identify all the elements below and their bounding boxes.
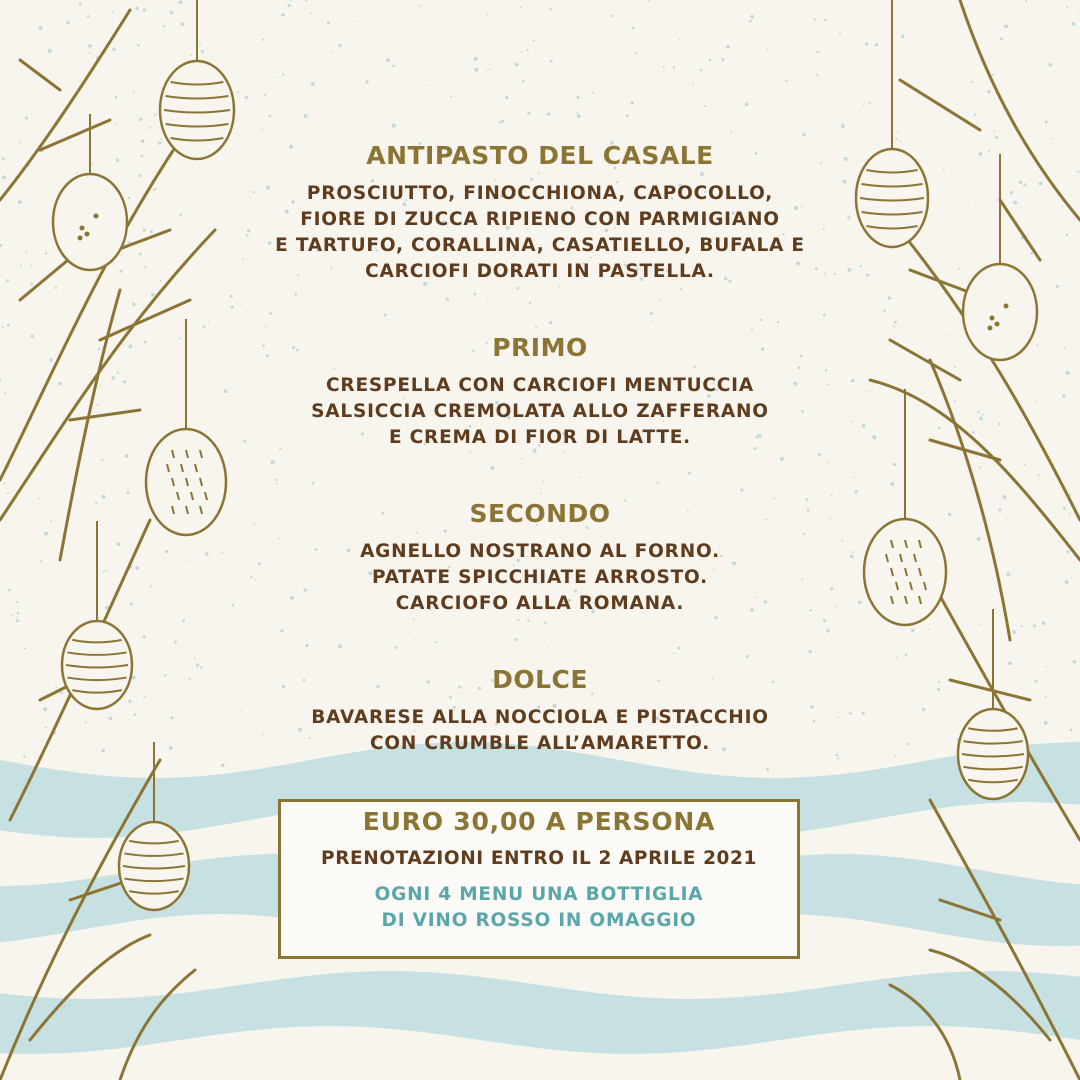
section-description <box>240 181 840 285</box>
section-title: PRIMO <box>492 333 588 362</box>
wave-band <box>0 971 1080 1054</box>
hanging-egg <box>146 319 226 535</box>
section-description <box>240 373 840 451</box>
hanging-egg <box>864 389 946 625</box>
dish-line: E CREMA DI FIOR DI LATTE. <box>389 427 691 448</box>
section-description <box>240 705 840 757</box>
menu-section-secondo <box>240 499 840 617</box>
price-info-box <box>278 799 800 959</box>
dish-line: CARCIOFO ALLA ROMANA. <box>395 593 685 614</box>
offer-line: OGNI 4 MENU UNA BOTTIGLIA <box>374 884 704 905</box>
price-text: EURO 30,00 A PERSONA <box>362 807 716 836</box>
hanging-egg <box>958 609 1028 799</box>
dish-line: BAVARESE ALLA NOCCIOLA E PISTACCHIO <box>311 707 769 728</box>
hanging-egg <box>160 0 234 159</box>
hanging-egg <box>856 0 928 247</box>
offer-line: DI VINO ROSSO IN OMAGGIO <box>381 910 697 931</box>
dish-line: SALSICCIA CREMOLATA ALLO ZAFFERANO <box>311 401 769 422</box>
section-title: SECONDO <box>469 499 611 528</box>
menu-section-antipasto <box>240 141 840 285</box>
hanging-egg <box>62 521 132 709</box>
menu-section-dolce <box>240 665 840 757</box>
hanging-egg <box>53 114 127 270</box>
dish-line: PATATE SPICCHIATE ARROSTO. <box>372 567 708 588</box>
dish-line: CRESPELLA CON CARCIOFI MENTUCCIA <box>326 375 754 396</box>
wine-offer <box>281 882 797 934</box>
dish-line: FIORE DI ZUCCA RIPIENO CON PARMIGIANO <box>300 209 780 230</box>
booking-deadline: PRENOTAZIONI ENTRO IL 2 APRILE 2021 <box>321 848 757 869</box>
section-title: ANTIPASTO DEL CASALE <box>366 141 714 170</box>
dish-line: E TARTUFO, CORALLINA, CASATIELLO, BUFALA E <box>275 235 805 256</box>
dish-line: CARCIOFI DORATI IN PASTELLA. <box>365 261 715 282</box>
section-title: DOLCE <box>492 665 588 694</box>
dish-line: CON CRUMBLE ALL’AMARETTO. <box>369 733 711 754</box>
section-description <box>240 539 840 617</box>
dish-line: AGNELLO NOSTRANO AL FORNO. <box>360 541 720 562</box>
dish-line: PROSCIUTTO, FINOCCHIONA, CAPOCOLLO, <box>306 183 774 204</box>
menu-section-primo <box>240 333 840 451</box>
